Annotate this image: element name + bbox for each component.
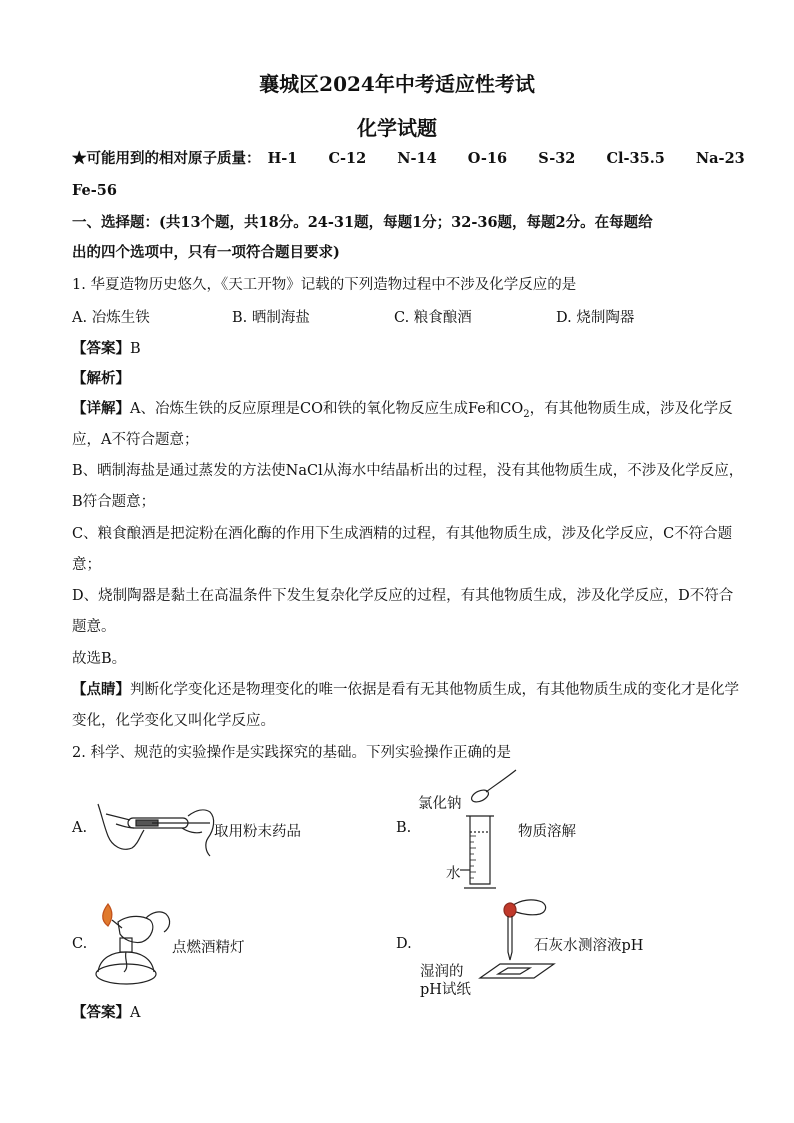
atomic-mass-wrap: Fe-56 (72, 182, 117, 199)
q1-detail-b-line2: B符合题意； (72, 494, 156, 510)
q1-stem: 1. 华夏造物历史悠久，《天工开物》记载的下列造物过程中不涉及化学反应的是 (72, 277, 577, 293)
q2-option-b-label-top: 氯化钠 (418, 796, 462, 812)
q2-option-b-figure (460, 766, 526, 892)
answer-tag: 【答案】 (72, 1004, 130, 1021)
q1-comment-line2: 变化，化学变化又叫化学反应。 (72, 713, 275, 729)
atomic-mass-item: C-12 (328, 150, 367, 167)
answer-value: B (130, 341, 141, 357)
q1-detail-b-line1: B、晒制海盐是通过蒸发的方法使NaCl从海水中结晶析出的过程，没有其他物质生成，不涉及化学反应， (72, 463, 744, 479)
atomic-mass-item: O-16 (467, 150, 508, 167)
q2-option-d-caption: 测溶液pH (578, 938, 644, 954)
atomic-mass-label: ★可能用到的相对原子质量： (72, 150, 261, 167)
page-subtitle: 化学试题 (357, 116, 437, 140)
q2-option-d-label-paper1: 湿润的 (420, 964, 464, 980)
atomic-mass-item: Cl-35.5 (606, 150, 665, 167)
q1-answer (72, 338, 732, 360)
q1-analysis-tag: 【解析】 (72, 370, 130, 387)
section-heading-line2: 出的四个选项中，只有一项符合题目要求) (72, 244, 340, 261)
q2-option-b-caption: 物质溶解 (518, 824, 576, 840)
q1-option-a: A. 冶炼生铁 (72, 310, 150, 326)
q2-option-d-label-paper2: pH试纸 (420, 982, 471, 998)
q2-option-b-label-water: 水 (446, 866, 461, 882)
q1-detail-c-line2: 意； (72, 557, 101, 573)
detail-a-subscript: 2 (523, 408, 530, 420)
atomic-mass-item: Na-23 (695, 150, 745, 167)
comment-tag: 【点睛】 (72, 681, 130, 698)
q2-stem: 2. 科学、规范的实验操作是实践探究的基础。下列实验操作正确的是 (72, 745, 511, 761)
q1-comment-line1 (72, 679, 739, 701)
q2-option-a-caption: 取用粉末药品 (214, 824, 301, 840)
q2-option-a-letter: A. (72, 820, 88, 836)
q2-option-d-letter: D. (396, 936, 412, 952)
answer-tag: 【答案】 (72, 340, 130, 357)
q1-conclusion: 故选B。 (72, 651, 127, 667)
q2-option-a-figure (92, 796, 222, 858)
q1-option-d: D. 烧制陶器 (556, 310, 635, 326)
q1-detail-d-line2: 题意。 (72, 619, 116, 635)
q1-option-c: C. 粮食酿酒 (394, 310, 472, 326)
detail-a-tail: ，有其他物质生成，涉及化学反 (529, 401, 733, 417)
q1-detail-a-line2: 应，A不符合题意； (72, 432, 199, 448)
q2-option-c-caption: 点燃酒精灯 (172, 940, 245, 956)
answer-value: A (130, 1005, 141, 1021)
detail-a-text: A、冶炼生铁的反应原理是CO和铁的氧化物反应生成Fe和CO (130, 401, 524, 417)
section-heading-line1: 一、选择题：(共13个题，共18分。24-31题，每题1分；32-36题，每题2分。在每题给 (72, 214, 653, 231)
q1-option-b: B. 晒制海盐 (232, 310, 310, 326)
q2-option-d-label-dropper: 石灰水 (534, 938, 578, 954)
q2-answer (72, 1002, 732, 1024)
atomic-mass-item: S-32 (538, 150, 576, 167)
q1-detail-c-line1: C、粮食酿酒是把淀粉在酒化酶的作用下生成酒精的过程，有其他物质生成，涉及化学反应，C不符合题 (72, 526, 733, 542)
q1-detail-a-line1 (72, 398, 732, 426)
q2-option-c-figure (90, 898, 176, 994)
detail-tag: 【详解】 (72, 400, 130, 417)
atomic-mass-line (72, 148, 745, 170)
atomic-mass-item: H-1 (267, 150, 298, 167)
page-title: 襄城区2024年中考适应性考试 (259, 72, 535, 96)
atomic-mass-item: N-14 (397, 150, 437, 167)
q1-detail-d-line1: D、烧制陶器是黏土在高温条件下发生复杂化学反应的过程，有其他物质生成，涉及化学反应，D不符合 (72, 588, 734, 604)
q2-option-c-letter: C. (72, 936, 88, 952)
comment-text: 判断化学变化还是物理变化的唯一依据是看有无其他物质生成，有其他物质生成的变化才是化学 (130, 682, 739, 698)
q2-option-b-letter: B. (396, 820, 412, 836)
